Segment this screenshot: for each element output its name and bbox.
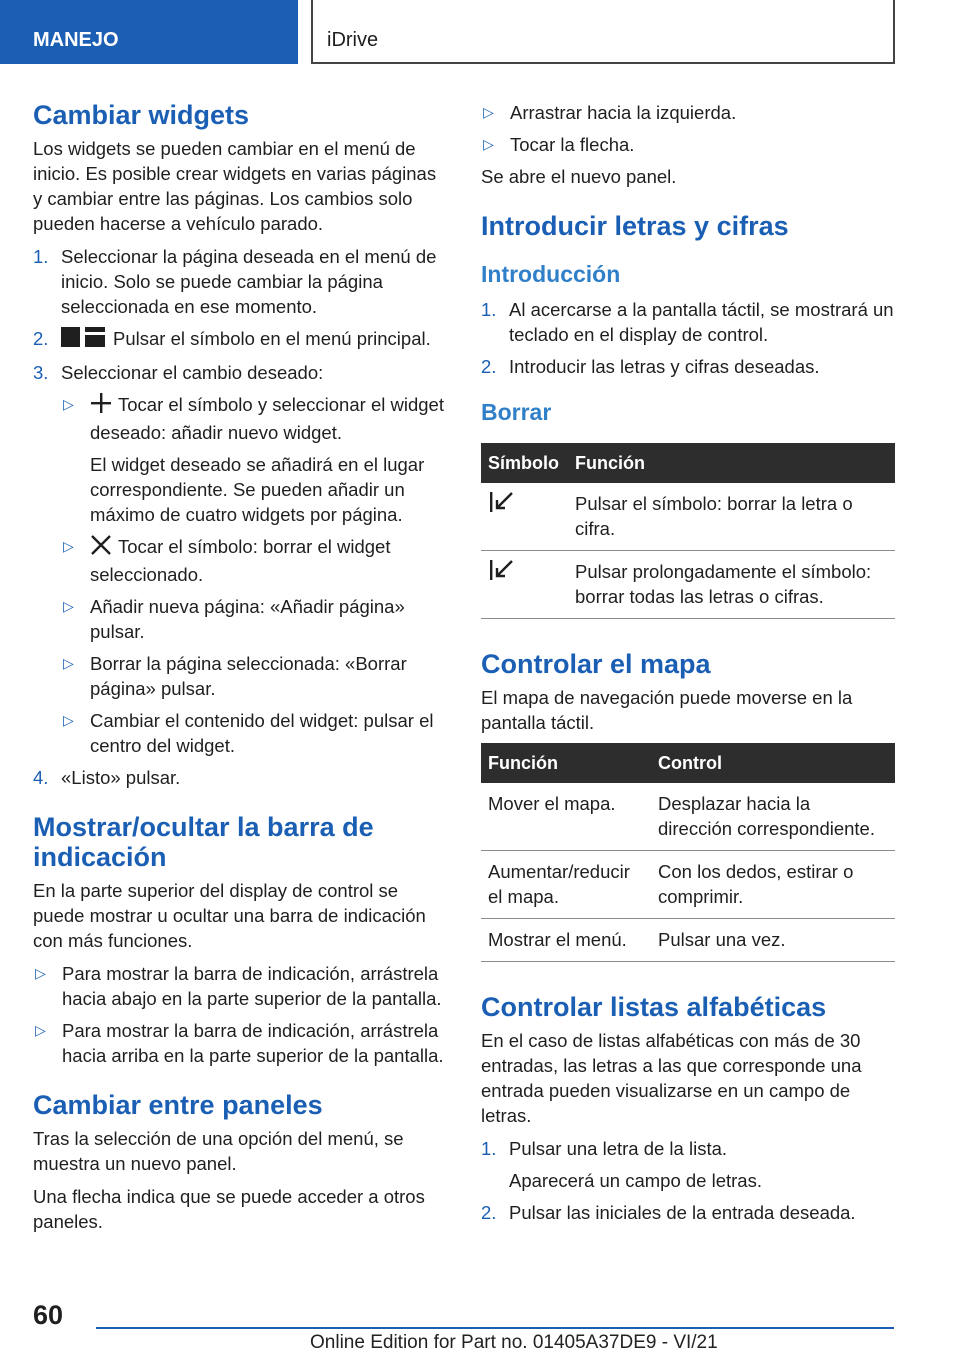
list-item xyxy=(33,244,445,319)
paragraph: Una flecha indica que se puede acceder a otros paneles. xyxy=(33,1186,425,1233)
bullet-text: Para mostrar la barra de indicación, arrástrela hacia arriba en la parte superior de la pantalla. xyxy=(62,1020,444,1067)
paragraph: Los widgets se pueden cambiar en el menú de inicio. Es posible crear widgets en varias páginas y cambiar entre las páginas. Los cambios solo pueden hacerse a vehículo parado. xyxy=(33,138,437,234)
paragraph: El mapa de navegación puede moverse en la pantalla táctil. xyxy=(481,687,853,733)
list-number: 2. xyxy=(481,356,497,377)
paragraph: En el caso de listas alfabéticas con más de 30 entradas, las letras a las que corresponde una entrada pueden visualizarse en un campo de letras. xyxy=(481,1030,862,1126)
subsection-title-introduccion: Introducción xyxy=(481,261,621,287)
triangle-bullet-icon: ▷ xyxy=(63,396,74,413)
triangle-bullet-icon: ▷ xyxy=(483,136,494,152)
triangle-bullet-icon: ▷ xyxy=(35,1022,46,1039)
list-item xyxy=(33,360,445,385)
bullet-item xyxy=(33,961,445,1011)
triangle-bullet-icon: ▷ xyxy=(35,965,46,982)
table-header: Control xyxy=(651,743,895,783)
table-row xyxy=(481,919,895,962)
bullet-item xyxy=(61,708,445,758)
table-header: Función xyxy=(481,743,651,783)
list-number: 1. xyxy=(481,1138,497,1159)
bullet-text: Cambiar el contenido del widget: pulsar el centro del widget. xyxy=(90,710,434,757)
left-column xyxy=(33,100,445,1242)
list-text: Pulsar el símbolo en el menú principal. xyxy=(113,328,431,349)
list-item xyxy=(33,765,445,790)
list-text: Al acercarse a la pantalla táctil, se mostrará un teclado en el display de control. xyxy=(509,299,894,345)
list-number: 1. xyxy=(481,299,497,320)
section-title-cambiar-widgets: Cambiar widgets xyxy=(33,100,250,130)
list-item xyxy=(481,1136,895,1161)
paragraph: Tras la selección de una opción del menú, se muestra un nuevo panel. xyxy=(33,1128,404,1175)
section-title-letras-cifras: Introducir letras y cifras xyxy=(481,211,789,241)
bullet-item xyxy=(61,392,445,445)
table-cell: Pulsar prolongadamente el símbolo: borrar todas las letras o cifras. xyxy=(568,551,895,619)
bullet-item xyxy=(33,1018,445,1068)
table-cell: Desplazar hacia la dirección correspondiente. xyxy=(651,783,895,851)
triangle-bullet-icon: ▷ xyxy=(63,598,74,615)
bullet-text: Arrastrar hacia la izquierda. xyxy=(510,102,737,123)
triangle-bullet-icon: ▷ xyxy=(483,104,494,120)
header-section: MANEJO xyxy=(0,0,298,64)
table-row xyxy=(481,851,895,919)
table-cell: Pulsar una vez. xyxy=(651,919,895,962)
subsection-title-borrar: Borrar xyxy=(481,399,552,425)
table-header: Función xyxy=(568,443,895,483)
bullet-item xyxy=(61,594,445,644)
bullet-text: Borrar la página seleccionada: «Borrar página» pulsar. xyxy=(90,653,407,700)
bullet-item xyxy=(481,100,895,125)
backspace-icon xyxy=(488,496,516,517)
paragraph: Se abre el nuevo panel. xyxy=(481,166,677,187)
paragraph: En la parte superior del display de control se puede mostrar u ocultar una barra de indicación con más funciones. xyxy=(33,880,426,952)
bullet-item xyxy=(481,132,895,157)
bullet-text: Tocar el símbolo y seleccionar el widget deseado: añadir nuevo widget. xyxy=(90,394,444,444)
list-item xyxy=(481,297,895,347)
section-title-controlar-mapa: Controlar el mapa xyxy=(481,649,711,679)
list-text: Seleccionar el cambio deseado: xyxy=(61,362,324,384)
table-cell: Aumentar/reducir el mapa. xyxy=(481,851,651,919)
triangle-bullet-icon: ▷ xyxy=(63,538,74,555)
bullet-item xyxy=(61,651,445,701)
plus-icon xyxy=(90,392,112,420)
page-number: 60 xyxy=(33,1300,64,1330)
table-cell: Mover el mapa. xyxy=(481,783,651,851)
list-text: «Listo» pulsar. xyxy=(61,767,181,789)
table-cell xyxy=(481,483,568,551)
triangle-bullet-icon: ▷ xyxy=(63,655,74,672)
list-number: 2. xyxy=(481,1202,497,1223)
list-number: 2. xyxy=(33,328,49,349)
list-number: 4. xyxy=(33,767,49,789)
table-cell xyxy=(481,551,568,619)
table-header: Símbolo xyxy=(481,443,568,483)
bullet-item xyxy=(61,534,445,587)
list-number: 1. xyxy=(33,246,49,267)
section-title-listas-alfabeticas: Controlar listas alfabéticas xyxy=(481,992,827,1022)
right-column xyxy=(481,100,895,1232)
table-cell: Mostrar el menú. xyxy=(481,919,651,962)
bullet-text: Tocar el símbolo: borrar el widget seleccionado. xyxy=(90,536,391,586)
footer-edition: Online Edition for Part no. 01405A37DE9 - VI/21 xyxy=(310,1332,718,1353)
list-text: Introducir las letras y cifras deseadas. xyxy=(509,356,820,377)
bullet-text: Tocar la flecha. xyxy=(510,134,635,155)
table-cell: Pulsar el símbolo: borrar la letra o cifra. xyxy=(568,483,895,551)
table-row xyxy=(481,783,895,851)
table-row xyxy=(481,551,895,619)
section-title-barra-indicacion: Mostrar/ocultar la barra de indicación xyxy=(33,812,374,873)
close-icon xyxy=(90,534,112,562)
widgets-edit-icon xyxy=(61,327,107,353)
section-title-cambiar-paneles: Cambiar entre paneles xyxy=(33,1090,323,1121)
ordered-list xyxy=(33,244,445,790)
bullet-text: Para mostrar la barra de indicación, arrástrela hacia abajo en la parte superior de la pantalla. xyxy=(62,963,442,1010)
list-text: Pulsar las iniciales de la entrada deseada. xyxy=(509,1202,856,1223)
triangle-bullet-icon: ▷ xyxy=(63,712,74,729)
delete-table xyxy=(481,443,895,619)
backspace-icon xyxy=(488,564,516,585)
table-row xyxy=(481,483,895,551)
bullet-note: El widget deseado se añadirá en el lugar correspondiente. Se pueden añadir un máximo de cuatro widgets por página. xyxy=(90,454,425,526)
list-text: Pulsar una letra de la lista. xyxy=(509,1138,728,1159)
map-table xyxy=(481,743,895,962)
list-item xyxy=(481,354,895,379)
list-text: Seleccionar la página deseada en el menú de inicio. Solo se puede cambiar la página seleccionada en ese momento. xyxy=(61,246,437,317)
list-number: 3. xyxy=(33,362,49,384)
list-item xyxy=(481,1200,895,1225)
footer-divider xyxy=(96,1327,894,1329)
bullet-text: Añadir nueva página: «Añadir página» pulsar. xyxy=(90,596,405,643)
table-cell: Con los dedos, estirar o comprimir. xyxy=(651,851,895,919)
list-note: Aparecerá un campo de letras. xyxy=(509,1170,762,1191)
list-item xyxy=(33,326,445,353)
header-chapter: iDrive xyxy=(311,0,895,64)
